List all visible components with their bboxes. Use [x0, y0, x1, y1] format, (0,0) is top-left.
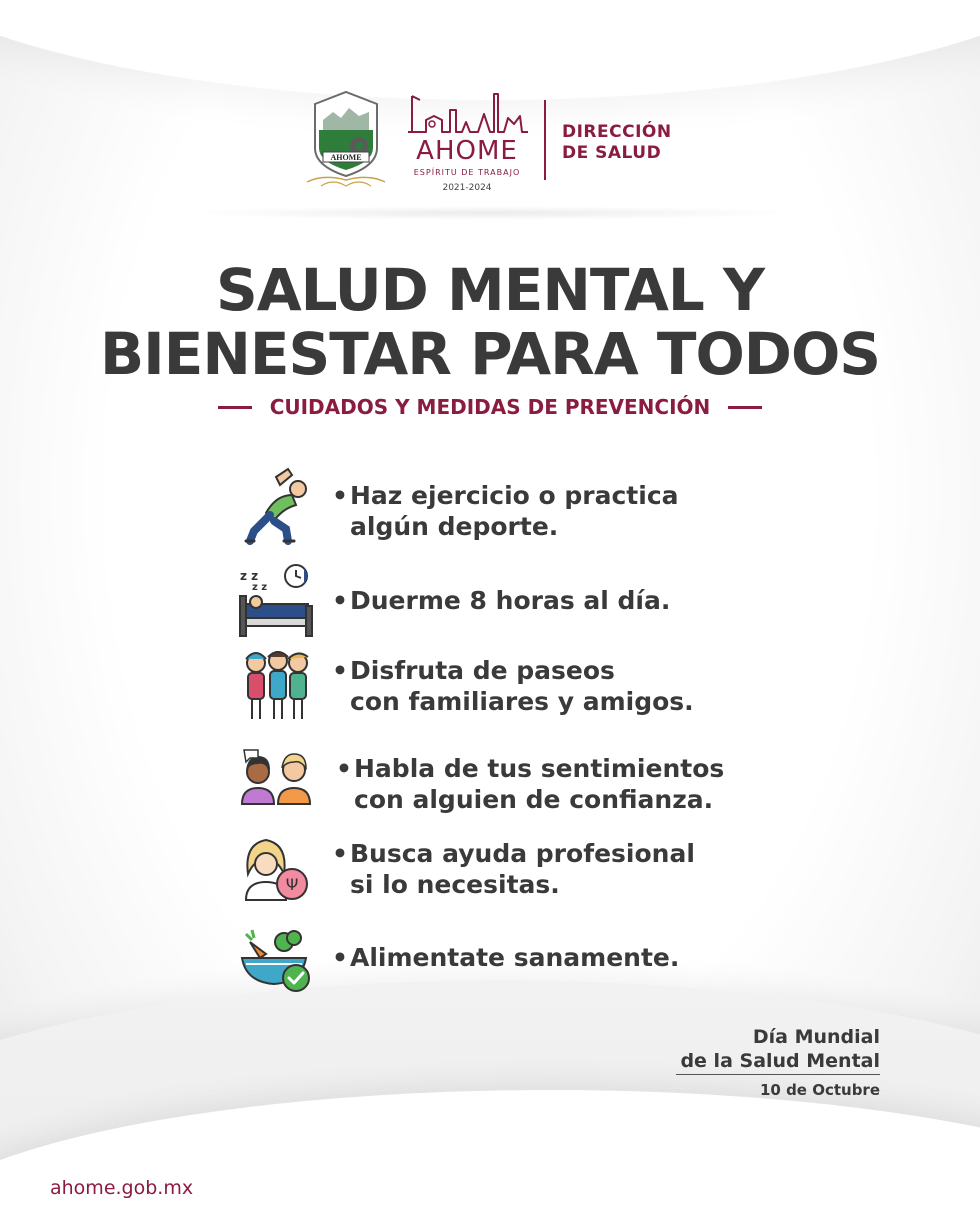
- ahome-logo: [404, 86, 530, 196]
- header-shadow: [180, 206, 800, 220]
- item-line1: Alimentate sanamente.: [350, 943, 680, 972]
- subtitle: CUIDADOS Y MEDIDAS DE PREVENCIÓN: [269, 395, 711, 419]
- item-line1: Disfruta de paseos: [350, 656, 615, 685]
- item-line1: Haz ejercicio o practica: [350, 481, 679, 510]
- svg-text:z z: z z: [252, 582, 268, 593]
- shield-label: AHOME: [330, 153, 362, 162]
- friends-icon: [236, 645, 316, 725]
- item-line1: Duerme 8 horas al día.: [350, 586, 671, 615]
- item-line2: con familiares y amigos.: [350, 687, 694, 716]
- top-wave: [0, 0, 980, 100]
- sleep-icon: [236, 560, 316, 640]
- title-line1: SALUD MENTAL Y: [216, 256, 764, 324]
- item-line2: si lo necesitas.: [350, 870, 560, 899]
- item-text: •Duerme 8 horas al día.: [332, 586, 671, 615]
- subtitle-dash-left: [218, 406, 252, 409]
- svg-text:Ψ: Ψ: [285, 875, 299, 894]
- item-text: •Haz ejercicio o practica algún deporte.: [332, 481, 679, 541]
- healthy-food-icon: [236, 920, 316, 1000]
- department-line1: DIRECCIÓN: [562, 122, 672, 142]
- municipal-shield-logo: [303, 90, 389, 194]
- ahome-wordmark: AHOME: [416, 136, 518, 166]
- item-text: •Busca ayuda profesional si lo necesitas.: [332, 839, 695, 899]
- department-name: [562, 122, 672, 164]
- item-line2: algún deporte.: [350, 512, 559, 541]
- world-day-underline: [676, 1074, 880, 1075]
- item-text: •Habla de tus sentimientos con alguien de confianza.: [336, 754, 725, 814]
- item-line2: con alguien de confianza.: [354, 785, 714, 814]
- exercise-icon: [236, 465, 316, 545]
- ahome-tagline: ESPÍRITU DE TRABAJO: [413, 168, 521, 177]
- title-line2: BIENESTAR PARA TODOS: [99, 320, 881, 388]
- subtitle-row: [0, 392, 980, 422]
- header-divider: [544, 100, 546, 180]
- world-day-line1: Día Mundial: [752, 1026, 880, 1048]
- item-text: •Disfruta de paseos con familiares y amigos.: [332, 656, 694, 716]
- world-day-date: 10 de Octubre: [759, 1081, 880, 1099]
- item-text: •Alimentate sanamente.: [332, 943, 680, 972]
- talk-icon: [236, 742, 316, 822]
- city-skyline-icon: [404, 86, 530, 136]
- item-line1: Busca ayuda profesional: [350, 839, 695, 868]
- world-day-label: [680, 1025, 880, 1073]
- ahome-years: 2021-2024: [442, 183, 492, 193]
- svg-text:z z: z z: [240, 569, 259, 583]
- world-day-line2: de la Salud Mental: [680, 1050, 880, 1072]
- subtitle-dash-right: [728, 406, 762, 409]
- item-line1: Habla de tus sentimientos: [354, 754, 725, 783]
- website-link[interactable]: ahome.gob.mx: [50, 1177, 194, 1199]
- page-title: [0, 258, 980, 386]
- psychologist-icon: [236, 830, 316, 910]
- department-line2: DE SALUD: [562, 143, 662, 163]
